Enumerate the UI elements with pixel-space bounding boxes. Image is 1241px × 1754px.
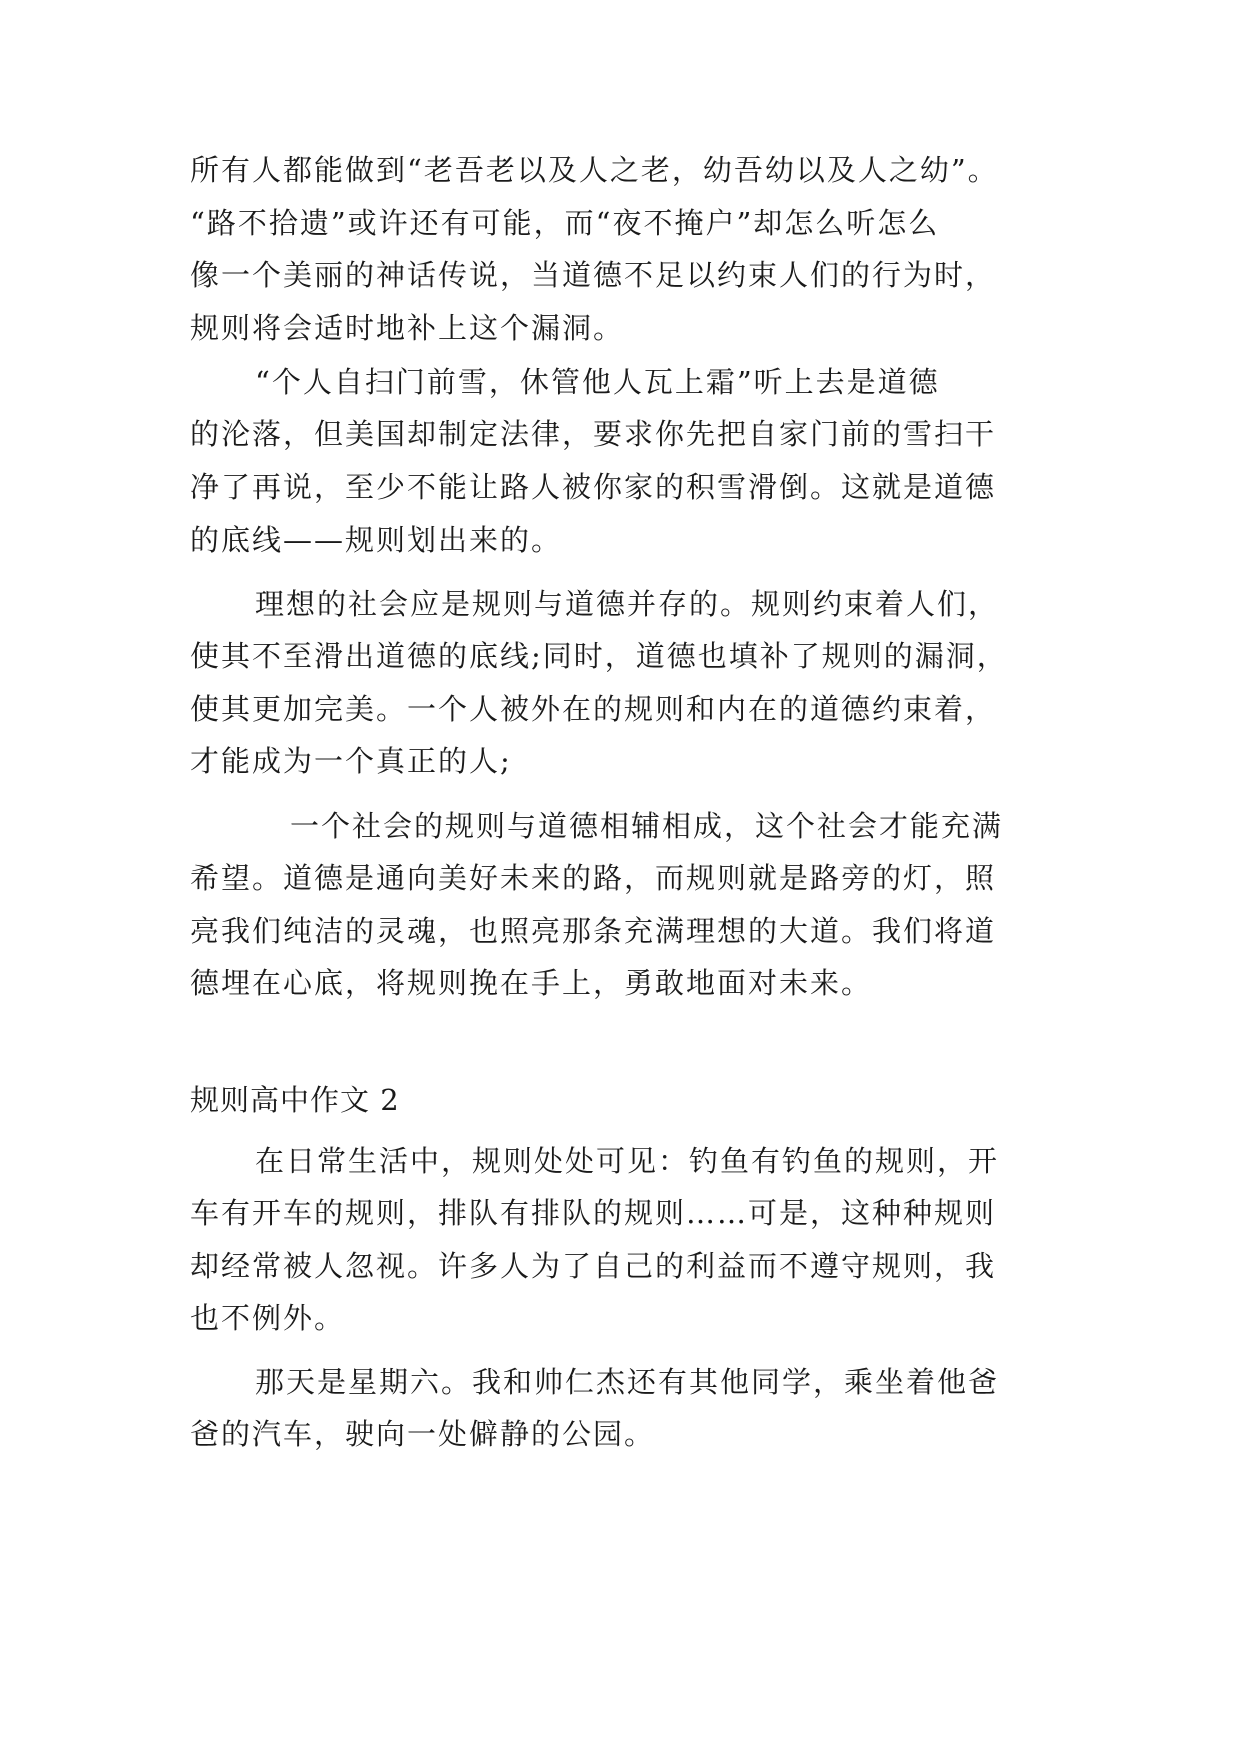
paragraph-line: 使其不至滑出道德的底线;同时，道德也填补了规则的漏洞， xyxy=(190,639,1008,673)
paragraph-line: 车有开车的规则，排队有排队的规则……可是，这种种规则 xyxy=(190,1196,997,1230)
paragraph-line: 却经常被人忽视。许多人为了自己的利益而不遵守规则，我 xyxy=(190,1249,997,1283)
paragraph-line: “个人自扫门前雪，休管他人瓦上霜”听上去是道德 xyxy=(255,365,940,399)
paragraph-line: 像一个美丽的神话传说，当道德不足以约束人们的行为时， xyxy=(190,258,997,292)
paragraph-line: 德埋在心底，将规则挽在手上，勇敢地面对未来。 xyxy=(190,966,873,1000)
paragraph-line: 净了再说，至少不能让路人被你家的积雪滑倒。这就是道德 xyxy=(190,470,997,504)
paragraph-line: 规则将会适时地补上这个漏洞。 xyxy=(190,311,625,345)
paragraph-line: 所有人都能做到“老吾老以及人之老，幼吾幼以及人之幼”。 xyxy=(190,153,999,187)
paragraph-line: 亮我们纯洁的灵魂，也照亮那条充满理想的大道。我们将道 xyxy=(190,914,997,948)
paragraph-line: 理想的社会应是规则与道德并存的。规则约束着人们， xyxy=(255,587,1000,621)
paragraph-line: 才能成为一个真正的人; xyxy=(190,744,512,778)
paragraph-line: 爸的汽车，驶向一处僻静的公园。 xyxy=(190,1417,656,1451)
paragraph-line: 一个社会的规则与道德相辅相成，这个社会才能充满 xyxy=(290,809,1004,843)
paragraph-line: 的底线——规则划出来的。 xyxy=(190,523,563,557)
paragraph-line: 的沦落，但美国却制定法律，要求你先把自家门前的雪扫干 xyxy=(190,417,997,451)
paragraph-line: 在日常生活中，规则处处可见：钓鱼有钓鱼的规则，开 xyxy=(255,1144,1000,1178)
paragraph-line: 那天是星期六。我和帅仁杰还有其他同学，乘坐着他爸 xyxy=(255,1365,1000,1399)
section-title: 规则高中作文 2 xyxy=(190,1083,400,1117)
paragraph-line: 使其更加完美。一个人被外在的规则和内在的道德约束着， xyxy=(190,692,997,726)
paragraph-line: “路不拾遗”或许还有可能，而“夜不掩户”却怎么听怎么 xyxy=(190,206,940,240)
paragraph-line: 希望。道德是通向美好未来的路，而规则就是路旁的灯，照 xyxy=(190,861,997,895)
paragraph-line: 也不例外。 xyxy=(190,1301,346,1335)
